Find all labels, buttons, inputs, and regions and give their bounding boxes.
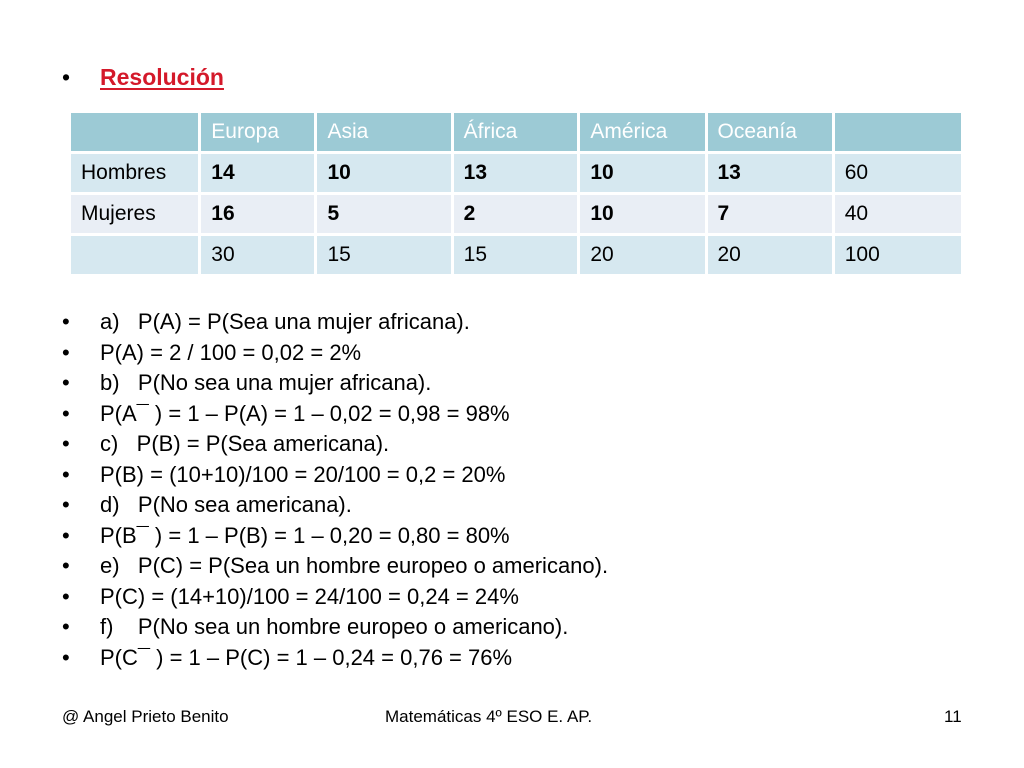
bullet-marker: • xyxy=(62,553,70,578)
table-cell: 7 xyxy=(708,195,832,233)
bullet-marker: • xyxy=(62,644,70,670)
list-item xyxy=(62,643,608,674)
row-label: Mujeres xyxy=(71,195,198,233)
row-total-cell: 40 xyxy=(835,195,961,233)
table-cell: 10 xyxy=(580,195,704,233)
bullet-marker: • xyxy=(62,522,70,548)
list-item xyxy=(62,338,608,369)
list-item-text: b) P(No sea una mujer africana). xyxy=(100,370,432,395)
header-cell xyxy=(835,113,961,151)
list-item xyxy=(62,460,608,491)
header-cell xyxy=(71,113,198,151)
list-item-text: d) P(No sea americana). xyxy=(100,492,352,517)
header-cell: Asia xyxy=(317,113,450,151)
bullet-marker: • xyxy=(62,614,70,639)
table-cell: 14 xyxy=(201,154,314,192)
table-cell: 10 xyxy=(580,154,704,192)
list-item-text: P(A¯ ) = 1 – P(A) = 1 – 0,02 = 0,98 = 98% xyxy=(100,400,510,426)
bullet-marker: • xyxy=(62,492,70,517)
list-item-text: a) P(A) = P(Sea una mujer africana). xyxy=(100,309,470,334)
table-cell: 10 xyxy=(317,154,450,192)
header-cell: África xyxy=(454,113,578,151)
header-cell: América xyxy=(580,113,704,151)
list-item xyxy=(62,551,608,582)
bullet-marker: • xyxy=(62,339,70,365)
bullet-marker: • xyxy=(62,64,71,90)
bullet-marker: • xyxy=(62,370,70,395)
table-row xyxy=(71,195,961,233)
list-item-text: f) P(No sea un hombre europeo o americano). xyxy=(100,614,569,639)
list-item xyxy=(62,429,608,460)
footer-course: Matemáticas 4º ESO E. AP. xyxy=(385,707,593,726)
list-item xyxy=(62,399,608,430)
solution-list xyxy=(62,307,608,673)
row-total-cell: 60 xyxy=(835,154,961,192)
column-total-cell: 20 xyxy=(580,236,704,274)
footer-author: @ Angel Prieto Benito xyxy=(62,707,229,726)
column-total-cell: 15 xyxy=(454,236,578,274)
list-item xyxy=(62,307,608,338)
table-cell: 2 xyxy=(454,195,578,233)
column-total-cell: 20 xyxy=(708,236,832,274)
grand-total-cell: 100 xyxy=(835,236,961,274)
header-cell: Oceanía xyxy=(708,113,832,151)
table-totals-row xyxy=(71,236,961,274)
table-cell: 5 xyxy=(317,195,450,233)
list-item-text: e) P(C) = P(Sea un hombre europeo o americano). xyxy=(100,553,609,578)
column-total-cell: 30 xyxy=(201,236,314,274)
frequency-table xyxy=(68,110,964,277)
list-item-text: P(A) = 2 / 100 = 0,02 = 2% xyxy=(100,339,362,365)
bullet-marker: • xyxy=(62,431,70,456)
list-item-text: c) P(B) = P(Sea americana). xyxy=(100,431,390,456)
list-item-text: P(B) = (10+10)/100 = 20/100 = 0,2 = 20% xyxy=(100,461,506,487)
list-item xyxy=(62,521,608,552)
table-cell: 13 xyxy=(454,154,578,192)
list-item-text: P(B¯ ) = 1 – P(B) = 1 – 0,20 = 0,80 = 80% xyxy=(100,522,510,548)
header-cell: Europa xyxy=(201,113,314,151)
column-total-cell: 15 xyxy=(317,236,450,274)
table-header-row xyxy=(71,113,961,151)
row-label: Hombres xyxy=(71,154,198,192)
bullet-marker: • xyxy=(62,309,70,334)
bullet-marker: • xyxy=(62,583,70,609)
list-item-text: P(C) = (14+10)/100 = 24/100 = 0,24 = 24% xyxy=(100,583,519,609)
bullet-marker: • xyxy=(62,400,70,426)
resolution-heading xyxy=(62,62,224,92)
bullet-marker: • xyxy=(62,461,70,487)
table-row xyxy=(71,154,961,192)
heading-text: Resolución xyxy=(100,64,224,90)
list-item xyxy=(62,490,608,521)
table-cell: 13 xyxy=(708,154,832,192)
footer-page-number: 11 xyxy=(944,707,962,726)
list-item xyxy=(62,368,608,399)
list-item xyxy=(62,612,608,643)
list-item-text: P(C¯ ) = 1 – P(C) = 1 – 0,24 = 0,76 = 76% xyxy=(100,644,513,670)
list-item xyxy=(62,582,608,613)
row-label xyxy=(71,236,198,274)
table-cell: 16 xyxy=(201,195,314,233)
